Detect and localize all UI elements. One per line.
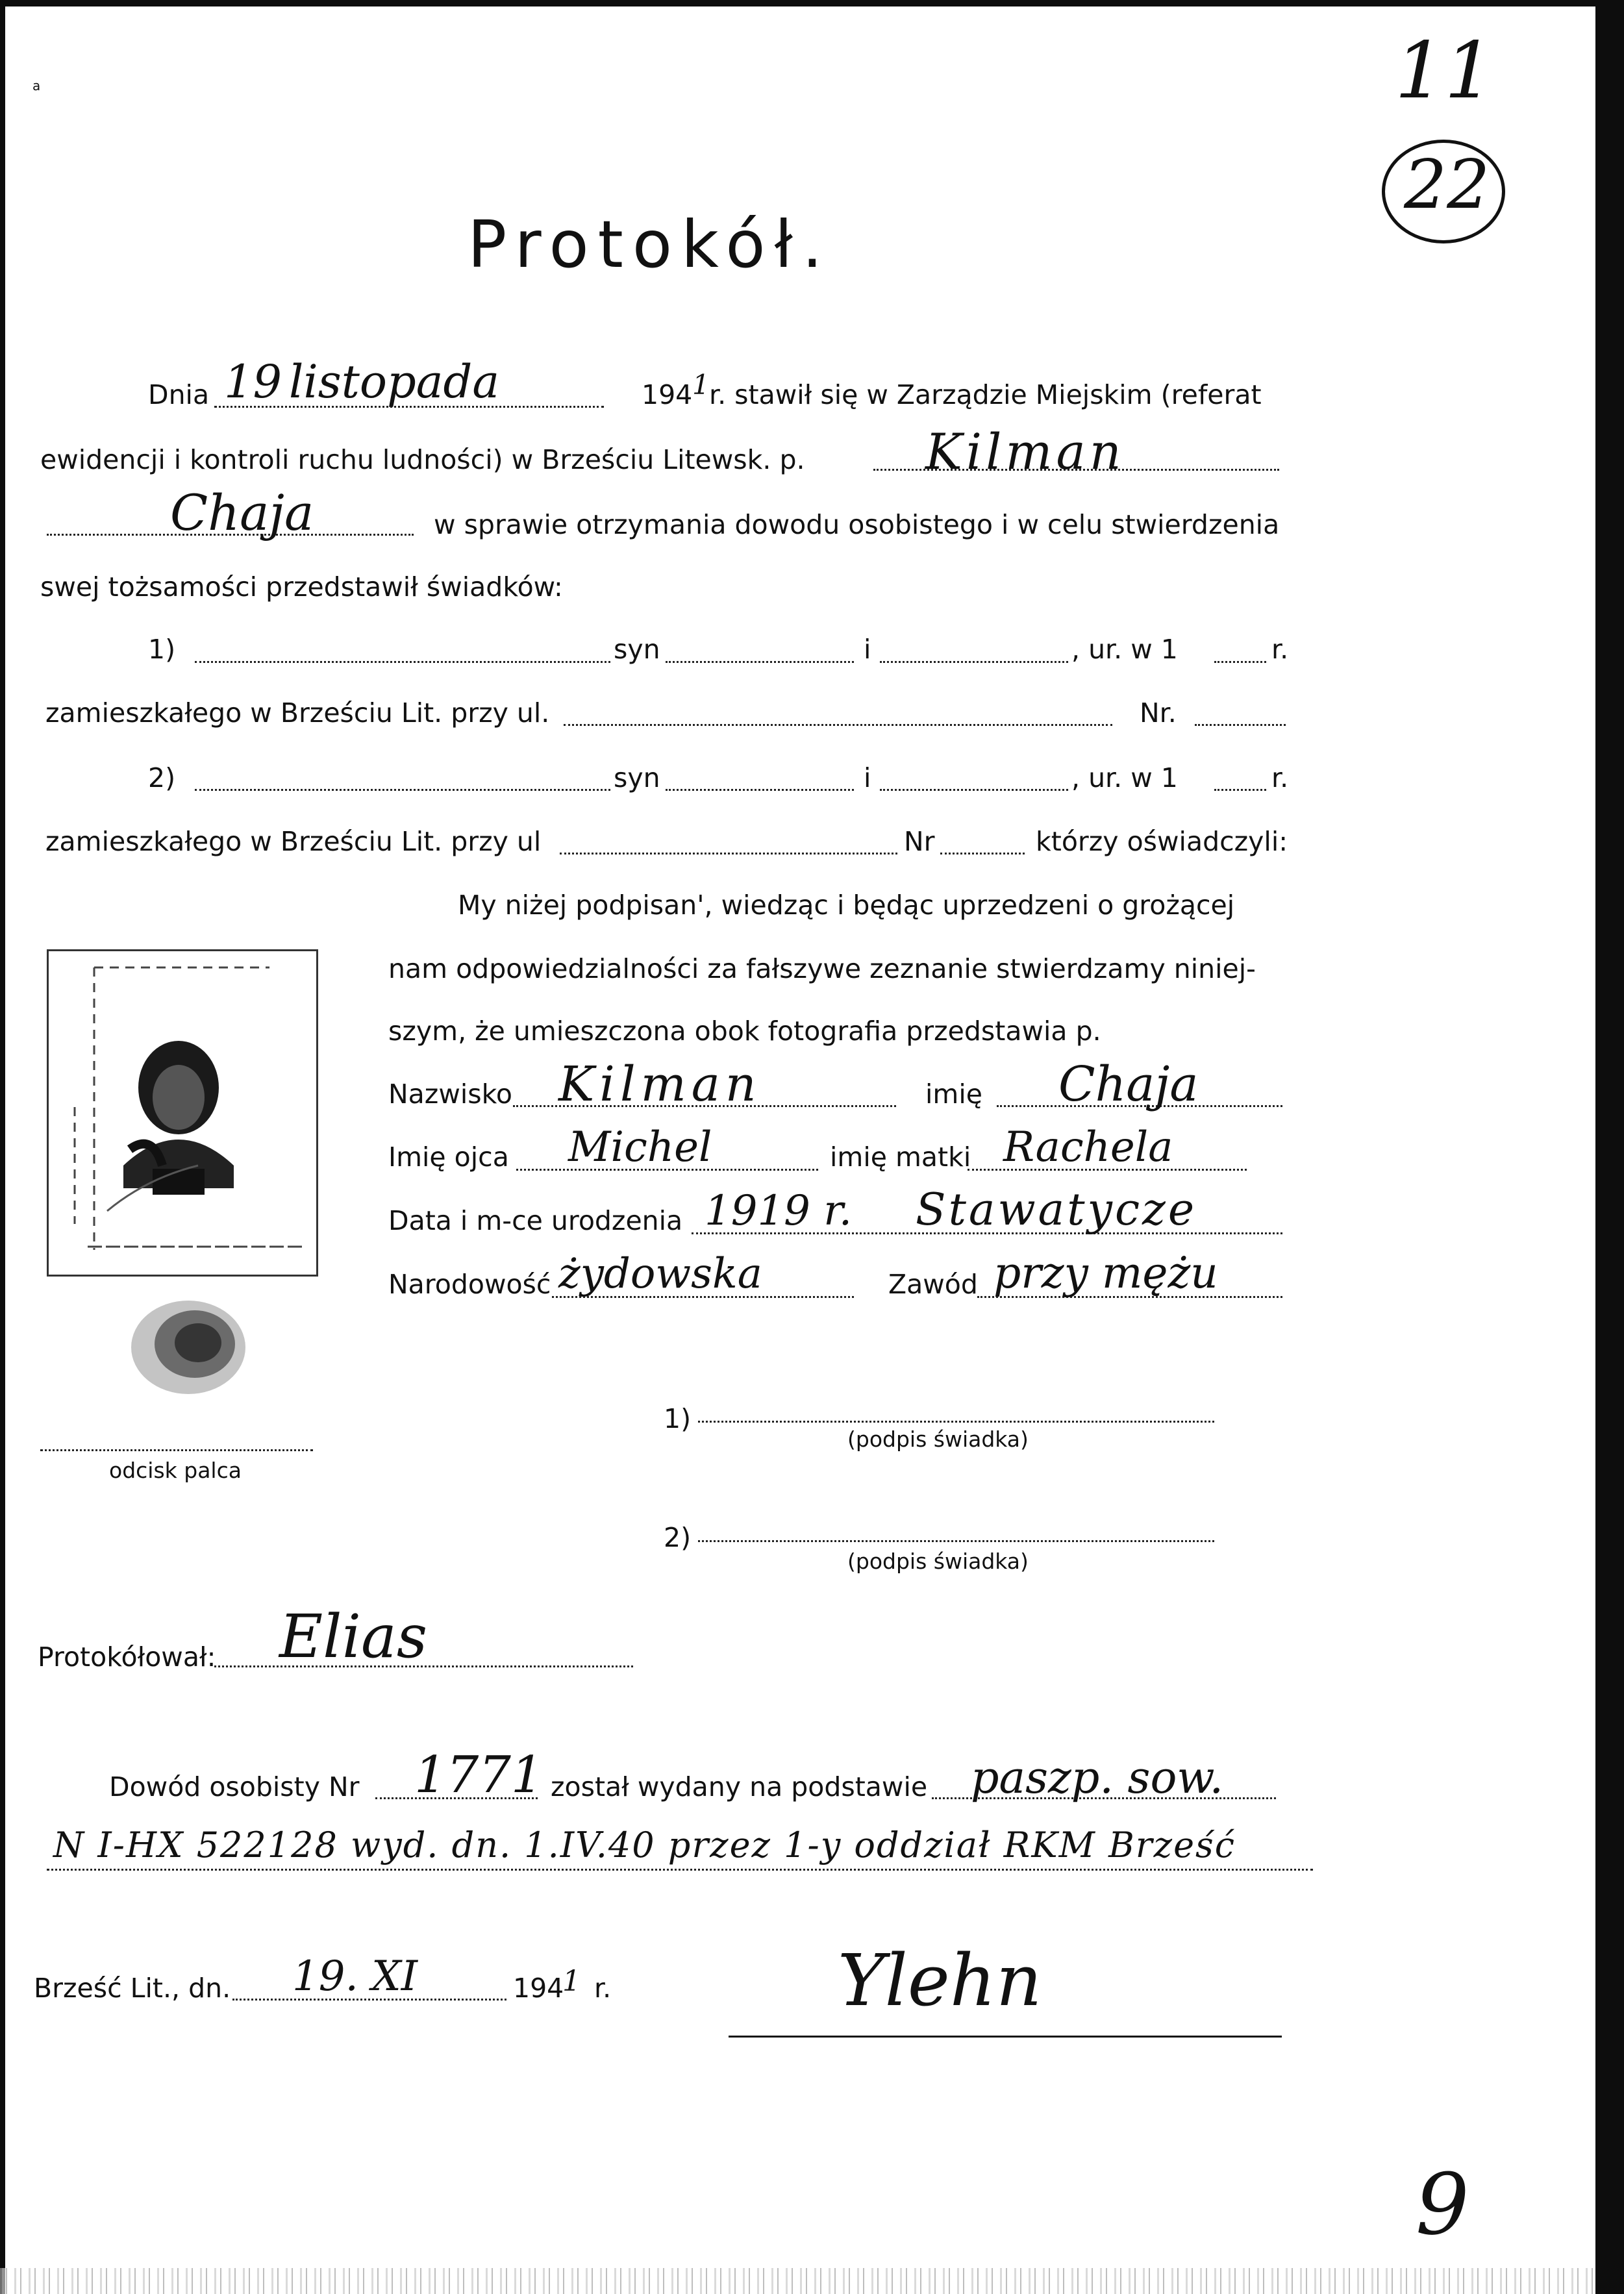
matki-value: Rachela xyxy=(1003,1123,1173,1171)
intro-line2: ewidencji i kontroli ruchu ludności) w Brześciu Litewsk. p. xyxy=(40,444,805,475)
scan-noise xyxy=(0,2268,1595,2294)
dowod-text: został wydany na podstawie xyxy=(551,1771,928,1802)
narod-value: żydowska xyxy=(558,1250,762,1298)
folio-circled: 22 xyxy=(1404,145,1490,224)
zawod-label: Zawód xyxy=(888,1269,978,1300)
declaration-line2: nam odpowiedzialności za fałszywe zeznanie stwierdzamy niniej- xyxy=(388,953,1256,984)
year-digit: 1 xyxy=(692,369,710,401)
witness2-mother-line xyxy=(880,789,1068,791)
official-signature-line xyxy=(729,2036,1282,2038)
witness1-i: i xyxy=(864,634,871,665)
witness1-street-line xyxy=(564,724,1112,726)
fingerprint-line xyxy=(40,1449,313,1451)
month-value: listopada xyxy=(289,355,500,408)
witness2-nr-line xyxy=(940,853,1025,854)
witness2-father-line xyxy=(666,789,854,791)
witness1-name-line xyxy=(195,661,610,663)
witness1-num: 1) xyxy=(148,634,176,665)
fingerprint-image xyxy=(123,1292,253,1403)
witness2-name-line xyxy=(195,789,610,791)
corner-mark: a xyxy=(32,78,41,94)
zawod-value: przy mężu xyxy=(993,1248,1218,1298)
narod-label: Narodowość xyxy=(388,1269,551,1300)
footer-year-prefix: 194 xyxy=(513,1973,564,2004)
nazwisko-label: Nazwisko xyxy=(388,1078,512,1110)
urodz-date: 1919 r. xyxy=(705,1187,853,1235)
footer-r: r. xyxy=(594,1973,612,2004)
footer-year-digit: 1 xyxy=(562,1965,581,1998)
witness2-ur: , ur. w 1 xyxy=(1071,762,1178,793)
dowod-label: Dowód osobisty Nr xyxy=(109,1771,360,1802)
dnia-label: Dnia xyxy=(148,379,210,410)
folio-bottom: 9 xyxy=(1416,2155,1469,2254)
signature1-line xyxy=(698,1421,1214,1423)
witness1-addr: zamieszkałego w Brześciu Lit. przy ul. xyxy=(45,697,550,729)
ojca-label: Imię ojca xyxy=(388,1141,509,1173)
declaration-line3: szym, że umieszczona obok fotografia przedstawia p. xyxy=(388,1016,1101,1047)
fingerprint-label: odcisk palca xyxy=(109,1458,242,1483)
official-signature: Ylehn xyxy=(838,1939,1042,2022)
urodz-place: Stawatycze xyxy=(916,1184,1197,1236)
witness1-nr-line xyxy=(1195,724,1286,726)
witness2-num: 2) xyxy=(148,762,176,793)
surname-value: Kilman xyxy=(925,423,1125,480)
witness1-nr: Nr. xyxy=(1140,697,1177,729)
dowod-basis: paszp. sow. xyxy=(971,1752,1224,1804)
witness2-street-line xyxy=(560,853,897,854)
intro-line1: r. stawił się w Zarządzie Miejskim (referat xyxy=(709,379,1262,410)
intro-line4: swej tożsamości przedstawił świadków: xyxy=(40,571,563,603)
witness2-year-line xyxy=(1214,789,1266,791)
witness1-syn: syn xyxy=(614,634,660,665)
matki-label: imię matki xyxy=(830,1141,971,1173)
witness2-nr: Nr xyxy=(904,826,935,857)
year-prefix: 194 xyxy=(642,379,693,410)
witness1-year-line xyxy=(1214,661,1266,663)
witness1-r: r. xyxy=(1271,634,1289,665)
signature2-line xyxy=(698,1540,1214,1542)
firstname-value: Chaja xyxy=(170,484,314,542)
intro-line3: w sprawie otrzymania dowodu osobistego i w celu stwierdzenia xyxy=(434,509,1280,540)
protokolowal-signature: Elias xyxy=(279,1602,428,1671)
ktorzy-text: którzy oświadczyli: xyxy=(1036,826,1288,857)
protokolowal-label: Protokółował: xyxy=(38,1641,216,1673)
witness1-ur: , ur. w 1 xyxy=(1071,634,1178,665)
urodz-label: Data i m-ce urodzenia xyxy=(388,1205,683,1236)
signature1-caption: (podpis świadka) xyxy=(847,1427,1029,1452)
witness2-syn: syn xyxy=(614,762,660,793)
page-title: Protokół. xyxy=(468,206,832,282)
dowod-line2: N I-HX 522128 wyd. dn. 1.IV.40 przez 1-y oddział RKM Brześć xyxy=(53,1825,1236,1865)
witness2-addr: zamieszkałego w Brześciu Lit. przy ul xyxy=(45,826,542,857)
dowod-number: 1771 xyxy=(414,1746,543,1804)
nazwisko-value: Kilman xyxy=(558,1056,762,1112)
footer-date: 19. XI xyxy=(292,1952,418,2001)
imie-value: Chaja xyxy=(1058,1056,1199,1112)
ojca-value: Michel xyxy=(568,1123,712,1171)
declaration-line1: My niżej podpisan', wiedząc i będąc uprzedzeni o grożącej xyxy=(458,890,1235,921)
scan-border-left xyxy=(0,0,5,2294)
dowod-line2-rule xyxy=(47,1869,1313,1871)
witness1-mother-line xyxy=(880,661,1068,663)
scan-border-right xyxy=(1595,0,1624,2294)
witness1-father-line xyxy=(666,661,854,663)
portrait-image xyxy=(49,951,316,1275)
signature1-num: 1) xyxy=(664,1403,692,1434)
scan-border-top xyxy=(0,0,1624,6)
signature2-num: 2) xyxy=(664,1522,692,1553)
witness2-r: r. xyxy=(1271,762,1289,793)
signature2-caption: (podpis świadka) xyxy=(847,1549,1029,1574)
witness2-i: i xyxy=(864,762,871,793)
imie-label: imię xyxy=(925,1078,982,1110)
day-value: 19 xyxy=(224,355,282,408)
footer-place: Brześć Lit., dn. xyxy=(34,1973,231,2004)
folio-top: 11 xyxy=(1395,26,1494,116)
portrait-photo xyxy=(47,949,318,1277)
